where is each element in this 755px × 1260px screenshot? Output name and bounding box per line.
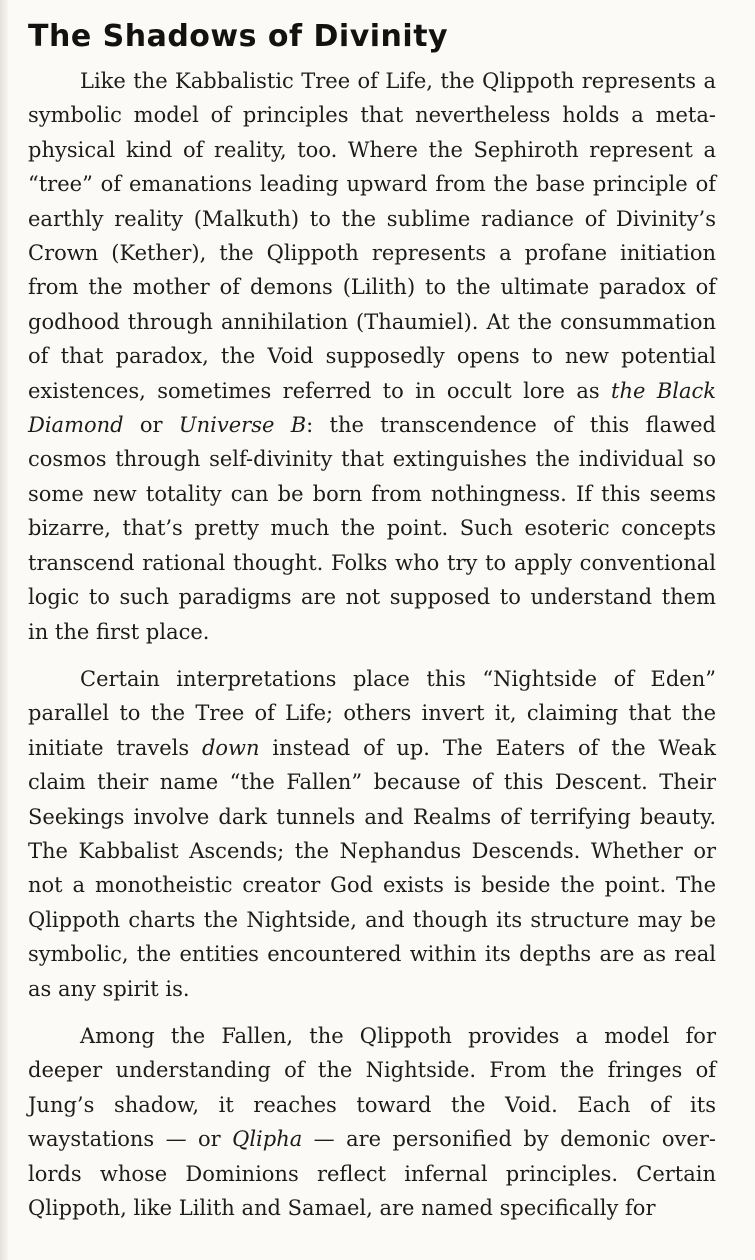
italic-term: the Black Diamond: [28, 378, 716, 438]
italic-term: down: [201, 735, 260, 760]
text-segment: — are personified by demonic overlords whose Dominions reflect infernal principles. Certain Qlippoth, like Lilith and Samael, are named specifically for: [28, 1127, 716, 1220]
italic-term: Qlipha: [232, 1127, 303, 1152]
text-segment: Like the Kabbalistic Tree of Life, the Qlippoth represents a symbolic model of principles that nevertheless holds a metaphysical kind of reality, too. Where the Sephiroth represent a “tree” of emanations leading upward from the base principle of earthly reality (Malkuth) to the sublime radiance of Divinity’s Crown (Kether), the Qlippoth represents a profane initiation from the mother of demons (Lilith) to the ultimate paradox of godhood through annihilation (Thaumiel). At the consummation of that paradox, the Void supposedly opens to new potential existences, sometimes referred to in occult lore as: [28, 69, 716, 403]
text-segment: : the transcendence of this flawed cosmos through self-divinity that extinguishes the individual so some new totality can be born from nothingness. If this seems bizarre, that’s pretty much the point. Such esoteric concepts transcend rational thought. Folks who try to apply conventional logic to such paradigms are not supposed to understand them in the first place.: [28, 413, 716, 644]
text-segment: instead of up. The Eaters of the Weak claim their name “the Fallen” because of this Descent. Their Seekings involve dark tunnels and Realms of terrifying beauty. The Kabbalist Ascends; the Nephandus Descends. Whether or not a monotheistic creator God exists is beside the point. The Qlippoth charts the Nightside, and though its structure may be symbolic, the entities encountered within its depths are as real as any spirit is.: [28, 735, 717, 1001]
paragraph-3: [28, 1019, 716, 1225]
page-edge-shadow: [0, 0, 8, 1260]
text-segment: or: [123, 413, 179, 438]
italic-term: Universe B: [178, 413, 307, 438]
paragraph-1: [28, 64, 716, 649]
section-heading: The Shadows of Divinity: [28, 19, 449, 54]
text-segment: Certain interpretations place this “Nightside of Eden” parallel to the Tree of Life; others invert it, claiming that the initiate travels: [28, 666, 716, 760]
text-segment: Among the Fallen, the Qlippoth provides a model for deeper understanding of the Nightside. From the fringes of Jung’s shadow, it reaches toward the Void. Each of its waystations — or: [28, 1023, 716, 1152]
document-page: [28, 14, 716, 1238]
paragraph-2: [28, 662, 716, 1006]
